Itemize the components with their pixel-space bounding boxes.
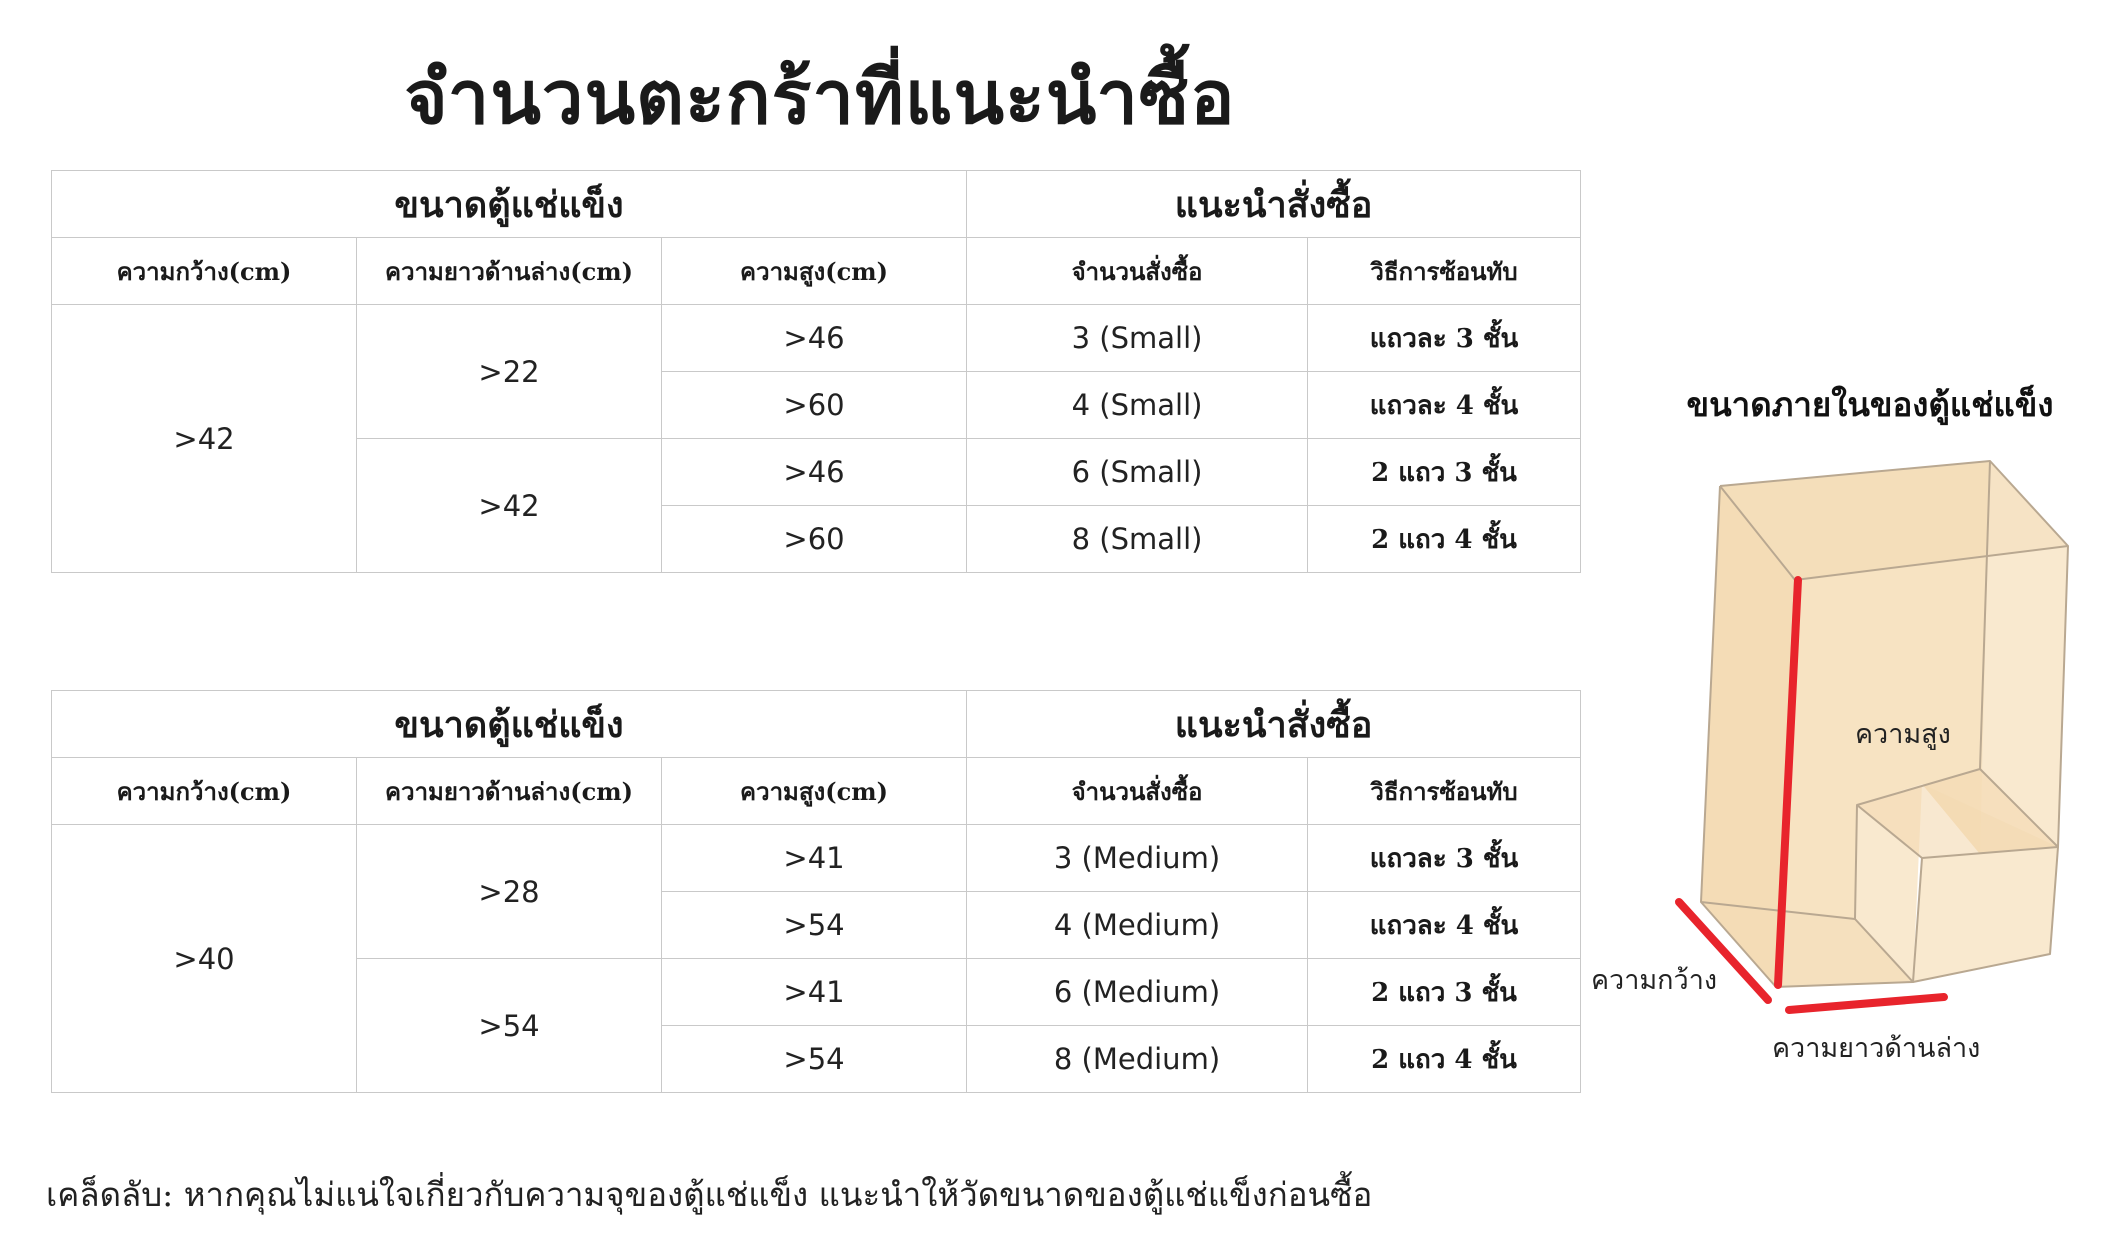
stacking-cell: แถวละ 3 ชั้น [1308, 305, 1581, 372]
freezer-size-table-medium [51, 690, 1581, 1093]
height-label: ความสูง [1855, 719, 1951, 750]
table-row [52, 305, 1581, 372]
column-header-width: ความกว้าง(cm) [52, 758, 357, 825]
column-header-quantity: จำนวนสั่งซื้อ [967, 238, 1308, 305]
height-cell: >54 [662, 892, 967, 959]
column-header-width: ความกว้าง(cm) [52, 238, 357, 305]
height-cell: >60 [662, 372, 967, 439]
length-cell: >54 [357, 959, 662, 1093]
group-header-recommend: แนะนำสั่งซื้อ [967, 171, 1581, 238]
group-header-freezer-size: ขนาดตู้แช่แข็ง [52, 691, 967, 758]
height-cell: >46 [662, 439, 967, 506]
stacking-cell: แถวละ 4 ชั้น [1308, 892, 1581, 959]
tip-text: เคล็ดลับ: หากคุณไม่แน่ใจเกี่ยวกับความจุของตู้แช่แข็ง แนะนำให้วัดขนาดของตู้แช่แข็งก่อนซื้อ [46, 1175, 1373, 1214]
quantity-cell: 8 (Small) [967, 506, 1308, 573]
stacking-cell: แถวละ 3 ชั้น [1308, 825, 1581, 892]
quantity-cell: 4 (Medium) [967, 892, 1308, 959]
stacking-cell: 2 แถว 4 ชั้น [1308, 506, 1581, 573]
column-header-bottom-length: ความยาวด้านล่าง(cm) [357, 238, 662, 305]
column-header-stacking: วิธีการซ้อนทับ [1308, 238, 1581, 305]
diagram-title: ขนาดภายในของตู้แช่แข็ง [1686, 385, 2054, 424]
width-cell: >42 [52, 305, 357, 573]
group-header-recommend: แนะนำสั่งซื้อ [967, 691, 1581, 758]
bottom-length-label: ความยาวด้านล่าง [1772, 1033, 1981, 1064]
quantity-cell: 4 (Small) [967, 372, 1308, 439]
freezer-interior-diagram [1575, 440, 2108, 1080]
column-header-stacking: วิธีการซ้อนทับ [1308, 758, 1581, 825]
stacking-cell: 2 แถว 3 ชั้น [1308, 959, 1581, 1026]
column-header-height: ความสูง(cm) [662, 758, 967, 825]
quantity-cell: 6 (Medium) [967, 959, 1308, 1026]
height-cell: >46 [662, 305, 967, 372]
width-label: ความกว้าง [1591, 965, 1718, 996]
length-cell: >42 [357, 439, 662, 573]
length-cell: >22 [357, 305, 662, 439]
height-cell: >41 [662, 825, 967, 892]
stacking-cell: 2 แถว 3 ชั้น [1308, 439, 1581, 506]
quantity-cell: 6 (Small) [967, 439, 1308, 506]
freezer-size-table-small [51, 170, 1581, 573]
quantity-cell: 3 (Small) [967, 305, 1308, 372]
length-measure-line [1789, 997, 1944, 1010]
length-cell: >28 [357, 825, 662, 959]
width-cell: >40 [52, 825, 357, 1093]
stacking-cell: 2 แถว 4 ชั้น [1308, 1026, 1581, 1093]
height-cell: >54 [662, 1026, 967, 1093]
quantity-cell: 3 (Medium) [967, 825, 1308, 892]
stacking-cell: แถวละ 4 ชั้น [1308, 372, 1581, 439]
table-row [52, 825, 1581, 892]
quantity-cell: 8 (Medium) [967, 1026, 1308, 1093]
column-header-height: ความสูง(cm) [662, 238, 967, 305]
column-header-bottom-length: ความยาวด้านล่าง(cm) [357, 758, 662, 825]
height-cell: >60 [662, 506, 967, 573]
group-header-freezer-size: ขนาดตู้แช่แข็ง [52, 171, 967, 238]
column-header-quantity: จำนวนสั่งซื้อ [967, 758, 1308, 825]
height-cell: >41 [662, 959, 967, 1026]
page-title: จำนวนตะกร้าที่แนะนำซื้อ [404, 55, 1236, 141]
